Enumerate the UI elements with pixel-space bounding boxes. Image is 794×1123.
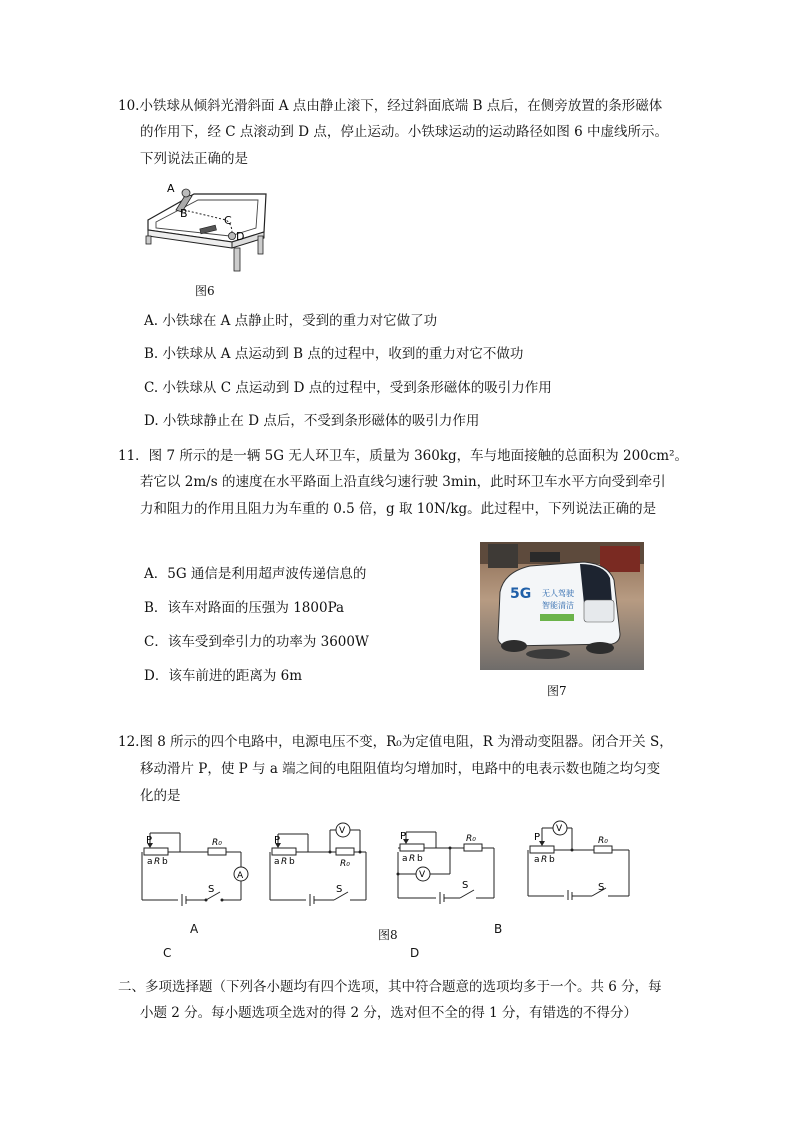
q10-option-a: A. 小铁球在 A 点静止时，受到的重力对它做了功	[144, 313, 438, 329]
c3-label-s: S	[462, 880, 469, 891]
c1-ammeter-label: A	[237, 871, 244, 881]
section-2-line-2: 小题 2 分。每小题选项全选对的得 2 分，选对但不全的得 1 分，有错选的不得分）	[140, 1005, 638, 1021]
figure-7-caption: 图7	[547, 684, 567, 698]
q10-option-b: B. 小铁球从 A 点运动到 B 点的过程中，收到的重力对它不做功	[144, 346, 524, 362]
c1-label-r0: R₀	[212, 838, 222, 848]
c3-voltmeter-label: V	[419, 870, 426, 880]
label-A: A	[167, 182, 175, 195]
c3-label-a: a	[402, 854, 408, 864]
c3-label-p: P	[400, 831, 407, 842]
c3-label-r0: R₀	[466, 834, 476, 844]
photo-text-line2: 智能清洁	[542, 601, 574, 610]
label-D: D	[236, 230, 245, 243]
q10-option-c: C. 小铁球从 C 点运动到 D 点的过程中，受到条形磁体的吸引力作用	[144, 380, 552, 396]
q11-line-1: 11．图 7 所示的是一辆 5G 无人环卫车，质量为 360kg，车与地面接触的总面积为 200cm²。	[118, 448, 689, 464]
label-C: C	[224, 214, 232, 227]
c2-label-s: S	[336, 884, 343, 895]
q12-line-2: 移动滑片 P，使 P 与 a 端之间的电阻阻值均匀增加时，电路中的电表示数也随之均匀变	[140, 761, 661, 777]
c3-label-r: R	[409, 854, 416, 864]
q11-line-3: 力和阻力的作用且阻力为车重的 0.5 倍，g 取 10N/kg。此过程中，下列说法正确的是	[140, 501, 657, 517]
figure-6-incline-table	[140, 180, 270, 275]
c4-voltmeter-label: V	[556, 824, 563, 834]
figure-6-caption: 图6	[195, 284, 215, 298]
c4-label-p: P	[534, 832, 541, 843]
photo-badge-5g: 5G	[510, 586, 532, 602]
c4-label-a: a	[534, 855, 540, 865]
circuit-option-b: B	[494, 922, 503, 936]
figure-8-caption: 图8	[378, 928, 398, 942]
q11-line-2: 若它以 2m/s 的速度在水平路面上沿直线匀速行驶 3min，此时环卫车水平方向受到牵引	[140, 474, 666, 490]
q11-option-c: C．该车受到牵引力的功率为 3600W	[144, 634, 369, 650]
c2-label-r: R	[281, 857, 288, 867]
c2-label-b: b	[289, 857, 295, 867]
c4-label-s: S	[598, 882, 605, 893]
circuit-option-c: C	[163, 946, 172, 960]
q11-option-a: A．5G 通信是利用超声波传递信息的	[144, 566, 367, 582]
c2-label-a: a	[274, 857, 280, 867]
c4-label-b: b	[549, 855, 555, 865]
circuit-option-a: A	[190, 922, 199, 936]
q10-option-d: D. 小铁球静止在 D 点后，不受到条形磁体的吸引力作用	[144, 413, 480, 429]
c1-label-p: P	[146, 835, 153, 846]
c2-label-p: P	[274, 835, 281, 846]
c1-label-r: R	[154, 857, 161, 867]
circuit-4-voltmeter-rheostat	[526, 816, 634, 900]
c4-label-r0: R₀	[598, 836, 608, 846]
photo-text-line1: 无人驾驶	[542, 589, 574, 598]
label-B: B	[180, 207, 188, 220]
circuit-option-d: D	[410, 946, 420, 960]
circuit-1-ammeter	[140, 826, 255, 906]
q11-option-d: D．该车前进的距离为 6m	[144, 668, 303, 684]
q10-line-1: 10.小铁球从倾斜光滑斜面 A 点由静止滚下，经过斜面底端 B 点后，在侧旁放置的条形磁体	[118, 98, 663, 114]
c1-label-b: b	[162, 857, 168, 867]
q12-line-1: 12.图 8 所示的四个电路中，电源电压不变，R₀为定值电阻，R 为滑动变阻器。闭合开关 S，	[118, 734, 673, 750]
q10-line-3: 下列说法正确的是	[140, 151, 248, 167]
c2-label-r0: R₀	[340, 859, 350, 869]
c1-label-a: a	[147, 857, 153, 867]
q10-line-2: 的作用下，经 C 点滚动到 D 点，停止运动。小铁球运动的运动路径如图 6 中虚线所示。	[140, 124, 668, 140]
c4-label-r: R	[541, 855, 548, 865]
q11-option-b: B．该车对路面的压强为 1800Pa	[144, 600, 345, 616]
c3-label-b: b	[417, 854, 423, 864]
figure-7-sanitation-vehicle-photo	[480, 542, 644, 670]
circuit-2-voltmeter-r0	[268, 822, 373, 906]
c2-voltmeter-label: V	[339, 826, 346, 836]
section-2-line-1: 二、多项选择题（下列各小题均有四个选项，其中符合题意的选项均多于一个。共 6 分，每	[118, 979, 662, 995]
c1-label-s: S	[208, 884, 215, 895]
q12-line-3: 化的是	[140, 788, 181, 804]
circuit-3-voltmeter-slider	[394, 826, 499, 906]
